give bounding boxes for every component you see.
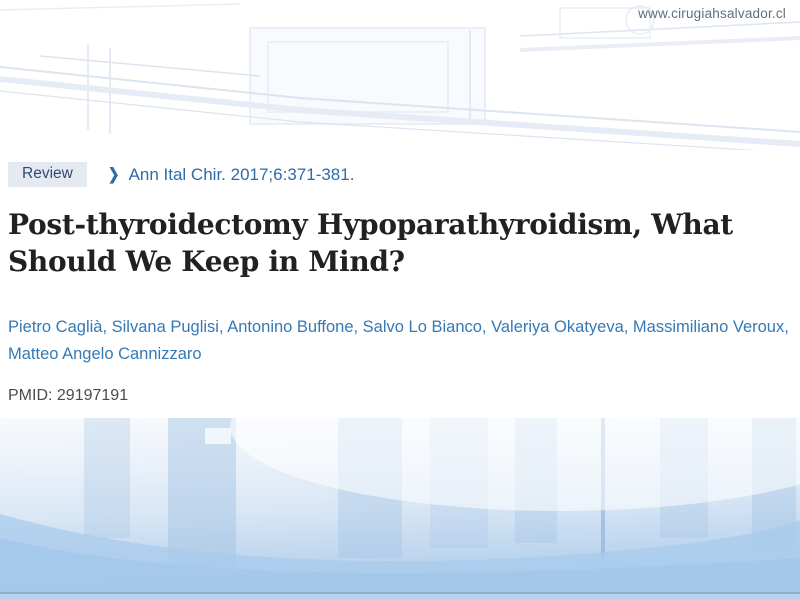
pmid-value: 29197191 [56,387,129,404]
building-sketch-background [0,0,800,154]
building-photo-background [0,418,800,600]
blue-hill-wash [0,514,800,600]
light-wash [230,418,800,511]
website-watermark: www.cirugiahsalvador.cl [638,6,786,21]
sketch-lines [0,4,800,152]
building-pillars [84,418,796,568]
journal-citation[interactable]: Ann Ital Chir. 2017;6:371-381. [128,164,355,184]
article-meta-row [8,162,354,187]
bottom-divider [0,592,800,600]
publication-type-badge: Review [8,162,87,187]
article-card [0,150,800,420]
building-photo-texture [0,418,800,600]
chevron-right-icon: ❯ [107,164,120,184]
pmid-row [8,387,128,405]
blue-base-wash [0,538,800,600]
article-title: Post-thyroidectomy Hypoparathyroidism, What Should We Keep in Mind? [8,208,733,279]
author-list[interactable]: Pietro Caglià, Silvana Puglisi, Antonino Buffone, Salvo Lo Bianco, Valeriya Okatyeva, Massimiliano Veroux, Matteo Angelo Cannizzaro [8,318,789,363]
pmid-label: PMID: [8,387,53,404]
